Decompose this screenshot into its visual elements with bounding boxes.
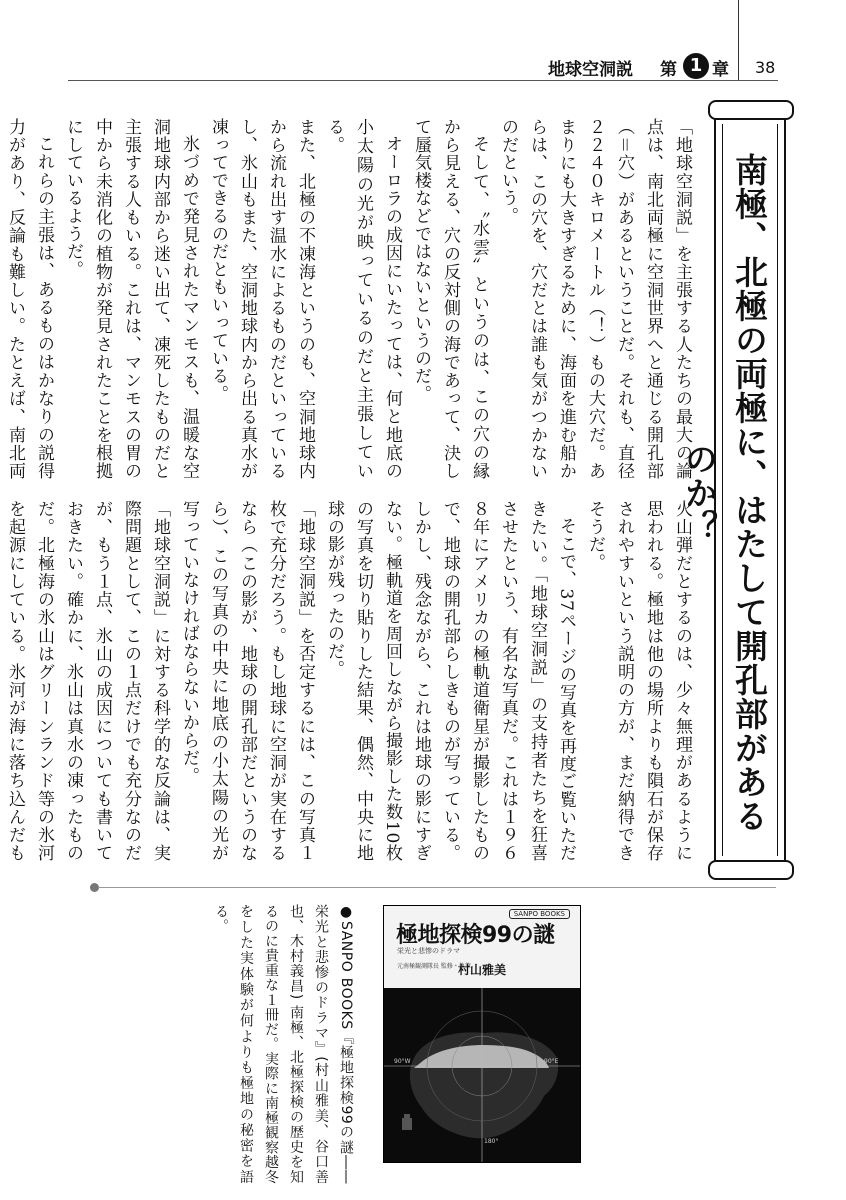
book-cover-title: 極地探検99の謎: [396, 923, 555, 948]
running-header: [0, 54, 846, 80]
book-cover-author-label: 元南極観測隊長 監修・執筆: [397, 963, 471, 970]
paragraph: これらの主張は、あるものはかなりの説得力があり、反論も難しい。たとえば、南北両: [5, 118, 54, 480]
section-title: 南極、北極の両極に、はたして開孔部があるのか？: [680, 153, 769, 833]
paragraph: 「地球空洞説」を主張する人たちの最大の論点は、南北両極に空洞世界へと通じる開孔部（＝穴）があるということだ。それも、直径２２４０キロメートル（！）もの大穴だ。あまりにも大きすぎるために、海面を進む船からは、この穴を、穴だとは誰も気がつかないのだという。: [498, 118, 692, 480]
paragraph: 火山弾だとするのは、少々無理があるように思われる。極地は他の場所よりも隕石が保存されやすいという説明の方が、まだ納得できそうだ。: [585, 500, 692, 862]
running-header-title: 地球空洞説: [548, 59, 633, 80]
book-cover-image: [383, 905, 581, 1163]
book-cover-subtitle: 栄光と悲惨のドラマ: [397, 947, 460, 955]
paragraph: そこで、37ページの写真を再度ご覧いただきたい。「地球空洞説」の支持者たちを狂喜させたという、有名な写真だ。これは１９６８年にアメリカの極軌道衛星が撮影したもので、地球の開孔部らしきものが写っている。しかし、残念ながら、これは地球の影にすぎない。極軌道を周回しながら撮影した数10枚の写真を切り貼りした結果、偶然、中央に地球の影が残ったのだ。: [324, 500, 576, 862]
paragraph: そして、〝水雲〟というのは、この穴の縁から見える、穴の反対側の海であって、決して蜃気楼などではないというのだ。: [411, 118, 489, 480]
paragraph: 氷づめで発見されたマンモスも、温暖な空洞地球内部から迷い出て、凍死したものだと主張する人もいる。これは、マンモスの胃の中から未消化の植物が発見されたことを根拠にしているようだ。: [63, 118, 199, 480]
body-text-upper: [5, 118, 696, 480]
section-divider: [98, 887, 776, 888]
book-caption: ●SANPO BOOKS『極地探検99の謎――栄光と悲惨のドラマ』(村山雅美、谷口善也、木村義昌) 南極、北極探検の歴史を知るのに貴重な１冊だ。実際に南極観察越冬をした実体験が何よりも極地の秘密を語る。: [213, 904, 354, 1184]
scroll-curl-bottom: [708, 860, 794, 880]
paragraph: 「地球空洞説」に対する科学的な反論は、実際問題として、この１点だけでも充分なのだが、もう１点、氷山の成因についても書いておきたい。確かに、氷山は真水の凍ったものだ。北極海の氷山はグリーンランド等の氷河を起源にしている。氷河が海に落ち込んだも: [5, 500, 170, 862]
chapter-prefix: 第: [660, 59, 677, 80]
header-rule: [68, 80, 778, 81]
scroll-curl-top: [708, 100, 794, 120]
body-text-lower: [5, 500, 696, 862]
book-cover-author: 村山雅美: [458, 963, 507, 977]
section-title-banner: [680, 108, 786, 872]
map-label-90e: 90°E: [544, 1058, 559, 1065]
chapter-suffix: 章: [712, 59, 729, 80]
chapter-number-badge: 1: [683, 53, 709, 79]
paragraph: オーロラの成因にいたっては、何と地底の小太陽の光が映っているのだと主張している。: [324, 118, 402, 480]
paragraph: 「地球空洞説」を否定するには、この写真１枚で充分だろう。もし地球に空洞が実在するなら（この影が、地球の開孔部だというのなら）、この写真の中央に地底の小太陽の光が写っていなければならないからだ。: [179, 500, 315, 862]
map-label-180: 180°: [484, 1138, 499, 1145]
page-number: 38: [755, 57, 776, 77]
antarctica-map-graphic: [384, 988, 580, 1162]
paragraph: また、北極の不凍海というのも、空洞地球内から流れ出す温水によるものだといっているし、氷山もまた、空洞地球内から出る真水が凍ってできるのだともいっている。: [208, 118, 315, 480]
map-label-90w: 90°W: [394, 1058, 411, 1065]
book-cover-publisher: SANPO BOOKS: [509, 909, 570, 919]
scroll-inner-line-right: [777, 124, 778, 856]
